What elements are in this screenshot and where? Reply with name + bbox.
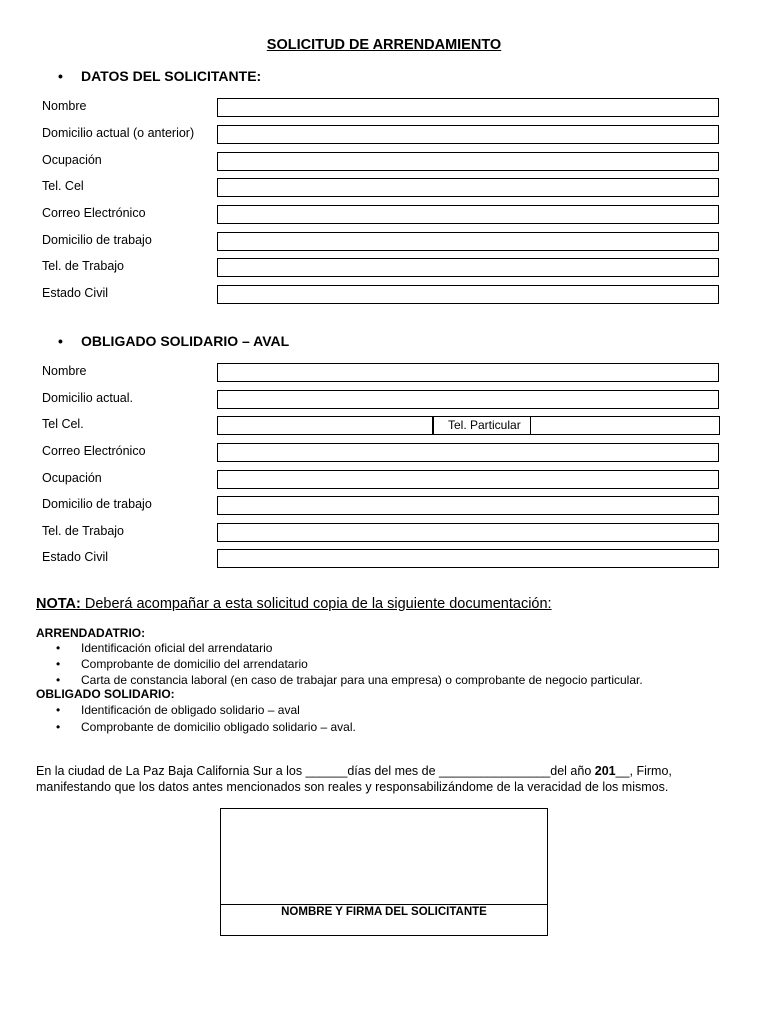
field-label: Estado Civil [42, 286, 108, 300]
field-label: Domicilio de trabajo [42, 497, 152, 511]
domicilio-trabajo-input[interactable] [217, 232, 719, 251]
field-label: Correo Electrónico [42, 206, 146, 220]
field-row-tel-trabajo [0, 258, 768, 285]
aval-ocupacion-input[interactable] [217, 470, 719, 489]
aval-nombre-input[interactable] [217, 363, 719, 382]
tel-particular-label: Tel. Particular [433, 416, 531, 435]
aval-tel-particular-input[interactable] [530, 416, 720, 435]
tel-cel-input[interactable] [217, 178, 719, 197]
signature-label: NOMBRE Y FIRMA DEL SOLICITANTE [281, 906, 487, 918]
field-label: Domicilio actual (o anterior) [42, 126, 195, 140]
bullet-icon: • [56, 720, 61, 734]
field-row-tel-cel [0, 178, 768, 205]
tel-trabajo-input[interactable] [217, 258, 719, 277]
nota-line [36, 596, 552, 612]
field-row-estado-civil [0, 285, 768, 312]
aval-domicilio-input[interactable] [217, 390, 719, 409]
signature-divider [221, 904, 547, 905]
field-label: Tel. de Trabajo [42, 259, 124, 273]
aval-row-ocupacion [0, 470, 768, 497]
arrendatario-heading: ARRENDADATRIO: [36, 626, 146, 640]
aval-row-tel [0, 416, 768, 443]
signature-box[interactable] [220, 808, 548, 936]
bullet-icon: • [56, 703, 61, 717]
bullet-icon: • [56, 673, 61, 687]
aval-row-nombre [0, 363, 768, 390]
field-row-domicilio-trabajo [0, 232, 768, 259]
bullet-icon: • [56, 641, 61, 655]
form-title: SOLICITUD DE ARRENDAMIENTO [266, 37, 502, 53]
field-label: Tel. de Trabajo [42, 524, 124, 538]
aval-correo-input[interactable] [217, 443, 719, 462]
aval-row-estado-civil [0, 549, 768, 576]
field-label: Ocupación [42, 471, 102, 485]
field-label: Estado Civil [42, 550, 108, 564]
field-label: Tel Cel. [42, 417, 84, 431]
field-row-ocupacion [0, 152, 768, 179]
field-label: Correo Electrónico [42, 444, 146, 458]
correo-input[interactable] [217, 205, 719, 224]
bullet-icon: • [58, 333, 63, 349]
aval-tel-cel-input[interactable] [217, 416, 433, 435]
field-label: Nombre [42, 99, 87, 113]
field-label: Ocupación [42, 153, 102, 167]
aval-row-tel-trabajo [0, 523, 768, 550]
field-row-correo [0, 205, 768, 232]
year-prefix: 201 [594, 764, 616, 778]
aval-row-domicilio [0, 390, 768, 417]
field-label: Domicilio actual. [42, 391, 134, 405]
domicilio-input[interactable] [217, 125, 719, 144]
field-label: Nombre [42, 364, 87, 378]
nota-label: NOTA: [36, 596, 81, 612]
bullet-icon: • [58, 68, 63, 84]
obligado-heading: OBLIGADO SOLIDARIO: [36, 687, 175, 701]
field-row-domicilio [0, 125, 768, 152]
field-label: Tel. Cel [42, 179, 84, 193]
ocupacion-input[interactable] [217, 152, 719, 171]
aval-domicilio-trabajo-input[interactable] [217, 496, 719, 515]
field-row-nombre [0, 98, 768, 125]
nota-text: Deberá acompañar a esta solicitud copia de la siguiente documentación: [84, 596, 552, 612]
declaration-paragraph: En la ciudad de La Paz Baja California Sur a los ______días del mes de ________________del año 201__, Firmo, manifestando que los datos antes mencionados son reales y responsabilizándome de la veracidad de los mismos. [36, 764, 672, 794]
aval-row-domicilio-trabajo [0, 496, 768, 523]
field-label: Domicilio de trabajo [42, 233, 152, 247]
aval-estado-civil-input[interactable] [217, 549, 719, 568]
bullet-icon: • [56, 657, 61, 671]
estado-civil-input[interactable] [217, 285, 719, 304]
aval-tel-trabajo-input[interactable] [217, 523, 719, 542]
nombre-input[interactable] [217, 98, 719, 117]
aval-row-correo [0, 443, 768, 470]
